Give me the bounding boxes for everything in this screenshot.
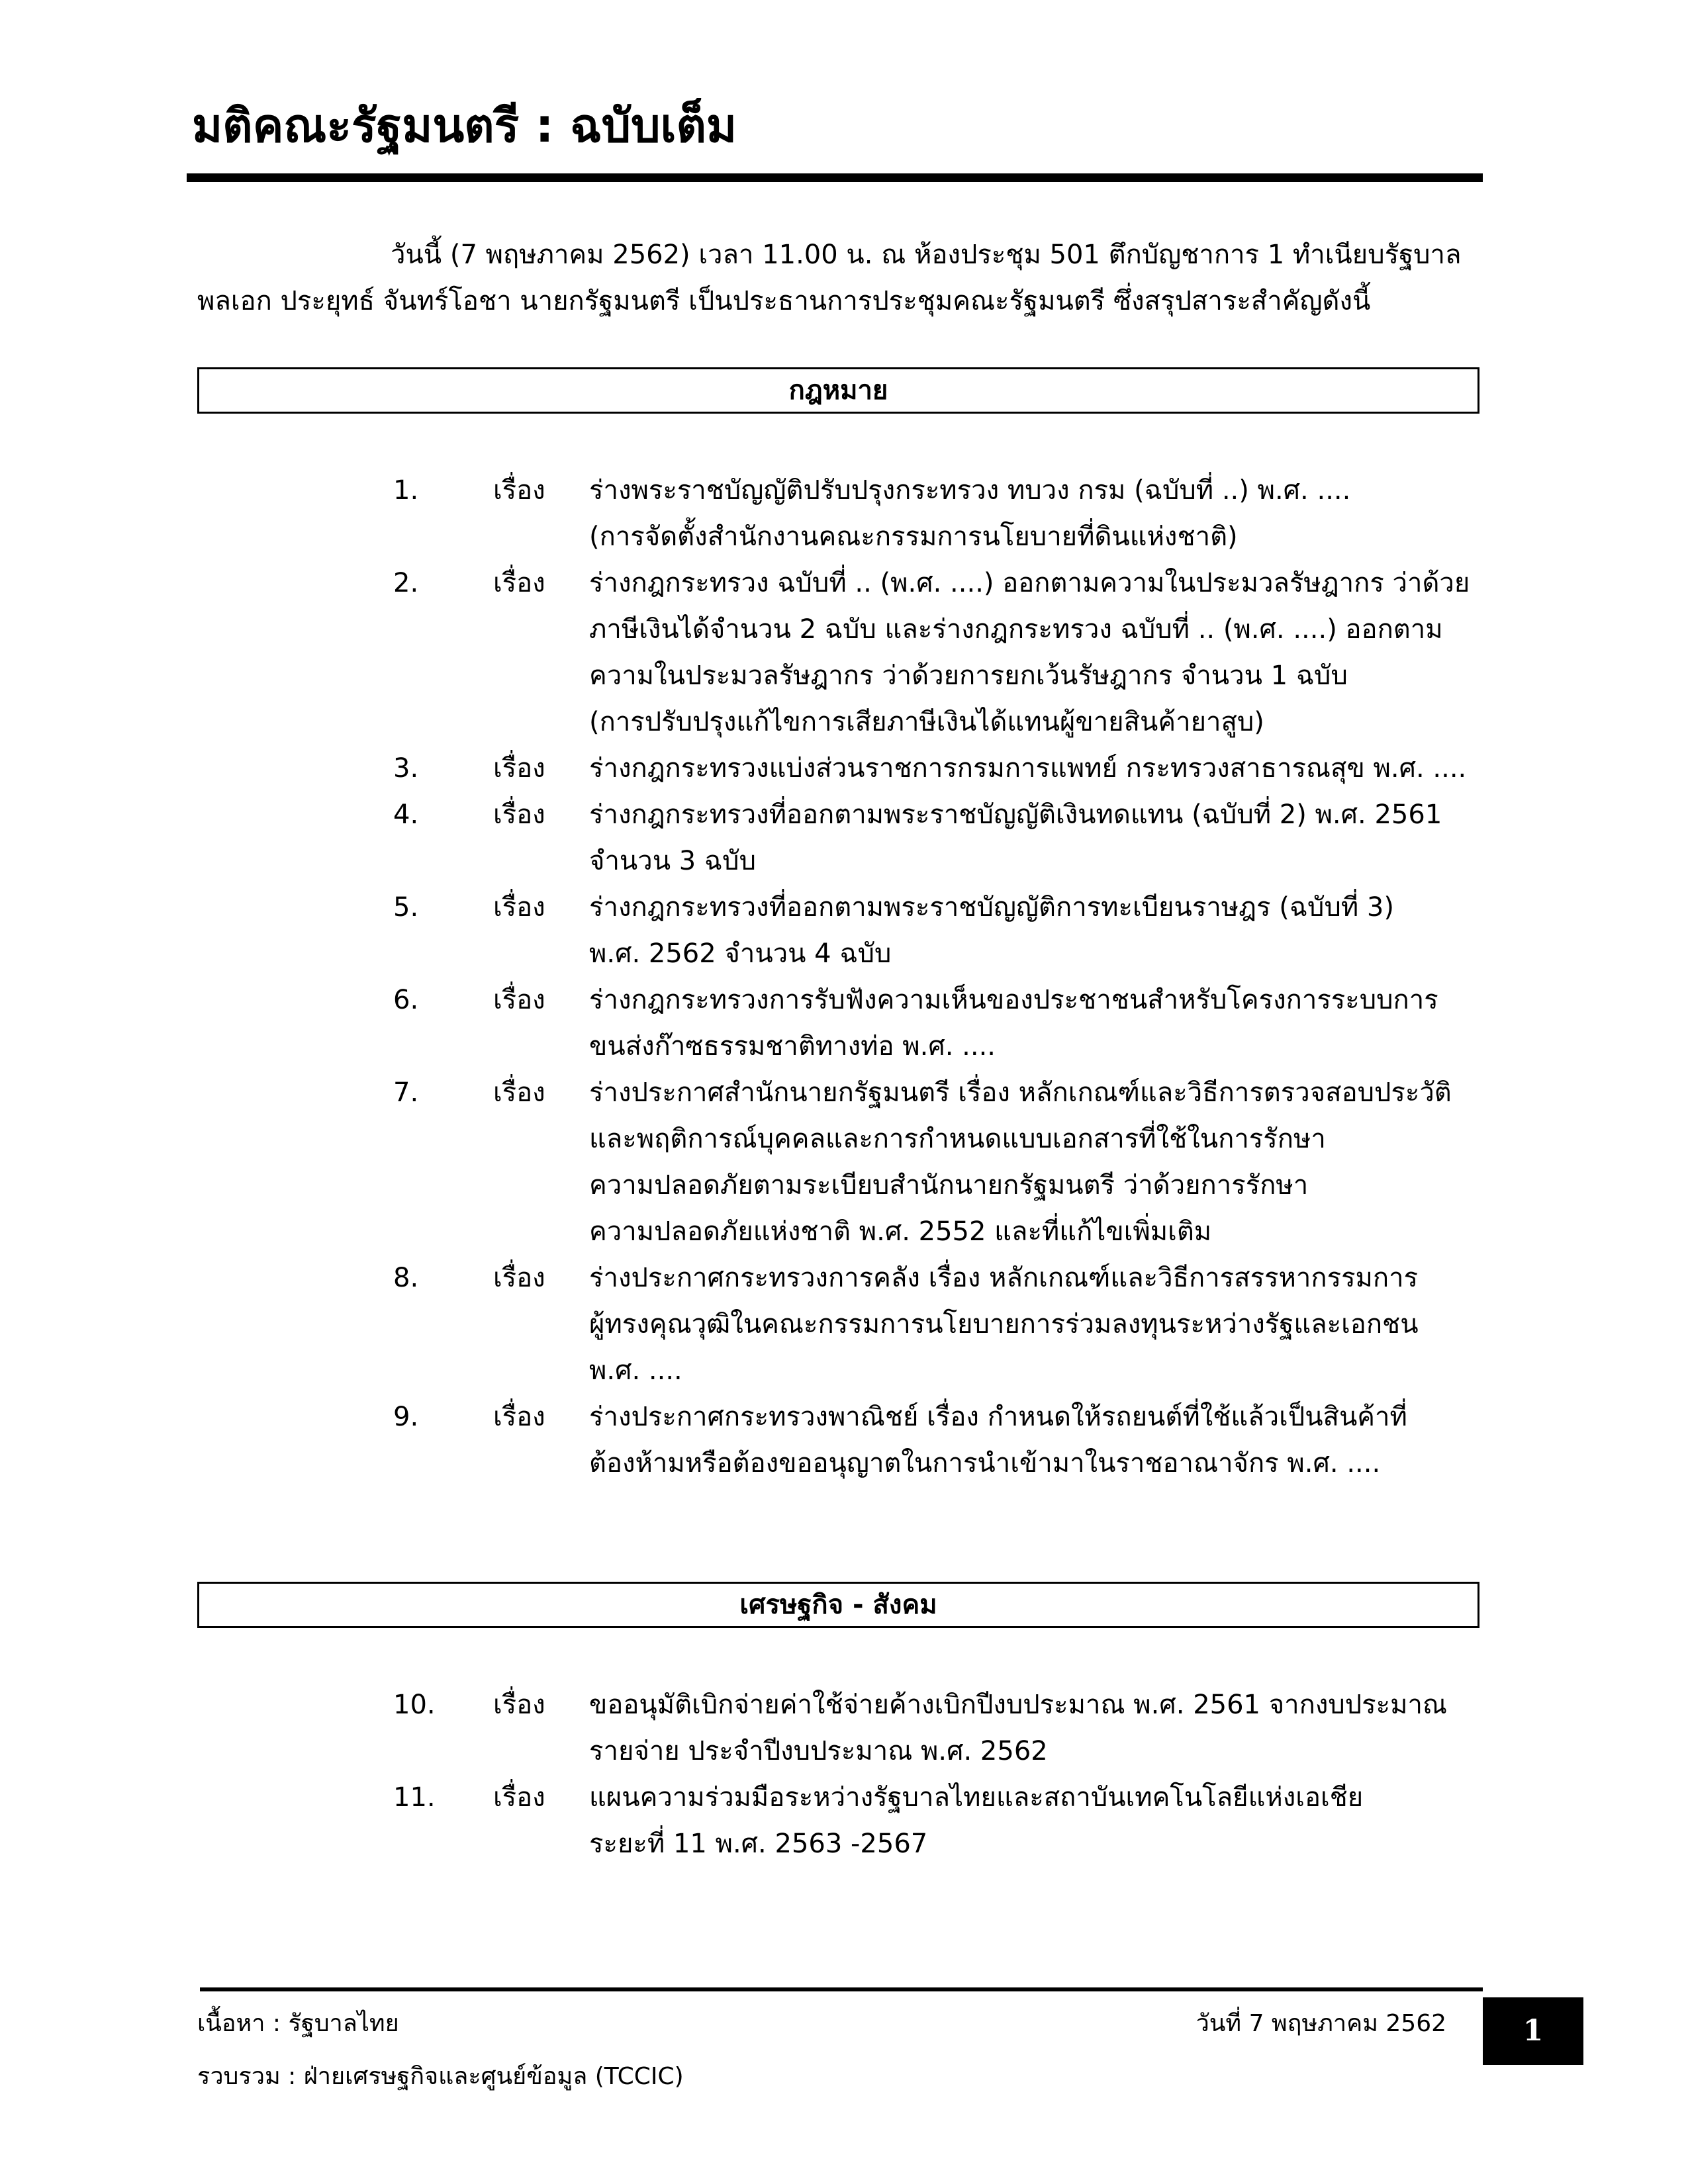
footer-credits <box>197 1997 684 2103</box>
item-text <box>589 745 1486 792</box>
item-keyword: เรื่อง <box>493 1077 545 1108</box>
item-keyword: เรื่อง <box>493 1690 545 1720</box>
footer-date: วันที่ 7 พฤษภาคม 2562 <box>1196 2010 1446 2037</box>
item-line: ผู้ทรงคุณวุฒิในคณะกรรมการนโยบายการร่วมลงทุนระหว่างรัฐและเอกชน <box>589 1309 1419 1340</box>
item-number: 6. <box>393 985 419 1015</box>
item-text <box>589 1394 1486 1486</box>
page-number: 1 <box>1483 1997 1583 2065</box>
item-text <box>589 792 1486 884</box>
list-item <box>0 884 1688 977</box>
document-title: มติคณะรัฐมนตรี : ฉบับเต็ม <box>192 99 737 153</box>
economy-item-list <box>0 1682 1688 1867</box>
intro-line: วันนี้ (7 พฤษภาคม 2562) เวลา 11.00 น. ณ ห้องประชุม 501 ตึกบัญชาการ 1 ทำเนียบรัฐบาล <box>391 240 1462 270</box>
item-text <box>589 884 1486 977</box>
item-line: แผนความร่วมมือระหว่างรัฐบาลไทยและสถาบันเทคโนโลยีแห่งเอเชีย <box>589 1782 1364 1813</box>
item-number: 5. <box>393 892 419 923</box>
item-number: 4. <box>393 799 419 830</box>
intro-line: พลเอก ประยุทธ์ จันทร์โอชา นายกรัฐมนตรี เป็นประธานการประชุมคณะรัฐมนตรี ซึ่งสรุปสาระสำคัญดังนี้ <box>197 286 1371 316</box>
list-item <box>0 467 1688 560</box>
item-line: ความในประมวลรัษฎากร ว่าด้วยการยกเว้นรัษฎากร จำนวน 1 ฉบับ <box>589 660 1348 691</box>
item-line: ร่างกฎกระทรวงแบ่งส่วนราชการกรมการแพทย์ กระทรวงสาธารณสุข พ.ศ. .... <box>589 753 1467 784</box>
item-keyword: เรื่อง <box>493 475 545 506</box>
section-heading-law: กฎหมาย <box>197 367 1479 414</box>
item-number: 11. <box>393 1782 436 1813</box>
item-line: ร่างกฎกระทรวง ฉบับที่ .. (พ.ศ. ....) ออกตามความในประมวลรัษฎากร ว่าด้วย <box>589 568 1470 598</box>
item-line: จำนวน 3 ฉบับ <box>589 846 756 876</box>
item-keyword: เรื่อง <box>493 1782 545 1813</box>
list-item <box>0 560 1688 745</box>
item-line: (การปรับปรุงแก้ไขการเสียภาษีเงินได้แทนผู้ขายสินค้ายาสูบ) <box>589 707 1264 737</box>
item-keyword: เรื่อง <box>493 985 545 1015</box>
list-item <box>0 1774 1688 1867</box>
title-divider <box>187 173 1483 182</box>
item-line: ร่างพระราชบัญญัติปรับปรุงกระทรวง ทบวง กรม (ฉบับที่ ..) พ.ศ. .... <box>589 475 1351 506</box>
item-line: และพฤติการณ์บุคคลและการกำหนดแบบเอกสารที่ใช้ในการรักษา <box>589 1124 1326 1154</box>
footer-content-source: เนื้อหา : รัฐบาลไทย <box>197 2010 399 2037</box>
item-line: ขนส่งก๊าซธรรมชาติทางท่อ พ.ศ. .... <box>589 1031 996 1062</box>
item-line: ระยะที่ 11 พ.ศ. 2563 -2567 <box>589 1829 928 1859</box>
item-number: 10. <box>393 1690 436 1720</box>
item-keyword: เรื่อง <box>493 568 545 598</box>
item-keyword: เรื่อง <box>493 753 545 784</box>
item-line: ร่างประกาศสำนักนายกรัฐมนตรี เรื่อง หลักเกณฑ์และวิธีการตรวจสอบประวัติ <box>589 1077 1452 1108</box>
item-text <box>589 467 1486 560</box>
list-item <box>0 1069 1688 1255</box>
item-line: ต้องห้ามหรือต้องขออนุญาตในการนำเข้ามาในราชอาณาจักร พ.ศ. .... <box>589 1448 1381 1479</box>
law-item-list <box>0 467 1688 1486</box>
item-line: ร่างกฎกระทรวงที่ออกตามพระราชบัญญัติการทะเบียนราษฎร (ฉบับที่ 3) <box>589 892 1394 923</box>
footer-compiled-by: รวบรวม : ฝ่ายเศรษฐกิจและศูนย์ข้อมูล (TCCIC) <box>197 2063 684 2090</box>
list-item <box>0 1394 1688 1486</box>
item-number: 9. <box>393 1402 419 1432</box>
item-keyword: เรื่อง <box>493 799 545 830</box>
item-number: 1. <box>393 475 419 506</box>
item-line: (การจัดตั้งสำนักงานคณะกรรมการนโยบายที่ดินแห่งชาติ) <box>589 522 1238 552</box>
item-text <box>589 1255 1486 1394</box>
item-number: 8. <box>393 1263 419 1293</box>
list-item <box>0 977 1688 1069</box>
item-line: ร่างกฎกระทรวงการรับฟังความเห็นของประชาชนสำหรับโครงการระบบการ <box>589 985 1438 1015</box>
item-line: ร่างประกาศกระทรวงพาณิชย์ เรื่อง กำหนดให้รถยนต์ที่ใช้แล้วเป็นสินค้าที่ <box>589 1402 1407 1432</box>
list-item <box>0 792 1688 884</box>
item-text <box>589 560 1486 745</box>
list-item <box>0 745 1688 792</box>
footer-divider <box>200 1987 1483 1991</box>
item-number: 2. <box>393 568 419 598</box>
item-line: รายจ่าย ประจำปีงบประมาณ พ.ศ. 2562 <box>589 1736 1048 1766</box>
item-text <box>589 1774 1486 1867</box>
item-line: ขออนุมัติเบิกจ่ายค่าใช้จ่ายค้างเบิกปีงบประมาณ พ.ศ. 2561 จากงบประมาณ <box>589 1690 1448 1720</box>
item-line: ร่างกฎกระทรวงที่ออกตามพระราชบัญญัติเงินทดแทน (ฉบับที่ 2) พ.ศ. 2561 <box>589 799 1442 830</box>
item-keyword: เรื่อง <box>493 1263 545 1293</box>
item-number: 3. <box>393 753 419 784</box>
item-number: 7. <box>393 1077 419 1108</box>
item-line: พ.ศ. .... <box>589 1355 682 1386</box>
item-line: ความปลอดภัยตามระเบียบสำนักนายกรัฐมนตรี ว่าด้วยการรักษา <box>589 1170 1309 1201</box>
item-text <box>589 1682 1486 1774</box>
list-item <box>0 1682 1688 1774</box>
item-line: ร่างประกาศกระทรวงการคลัง เรื่อง หลักเกณฑ์และวิธีการสรรหากรรมการ <box>589 1263 1419 1293</box>
list-item <box>0 1255 1688 1394</box>
intro-paragraph <box>197 232 1485 324</box>
item-text <box>589 1069 1486 1255</box>
item-line: พ.ศ. 2562 จำนวน 4 ฉบับ <box>589 938 892 969</box>
item-keyword: เรื่อง <box>493 1402 545 1432</box>
item-line: ภาษีเงินได้จำนวน 2 ฉบับ และร่างกฎกระทรวง ฉบับที่ .. (พ.ศ. ....) ออกตาม <box>589 614 1443 645</box>
item-keyword: เรื่อง <box>493 892 545 923</box>
item-line: ความปลอดภัยแห่งชาติ พ.ศ. 2552 และที่แก้ไขเพิ่มเติม <box>589 1216 1212 1247</box>
item-text <box>589 977 1486 1069</box>
section-heading-economy-society: เศรษฐกิจ - สังคม <box>197 1582 1479 1628</box>
